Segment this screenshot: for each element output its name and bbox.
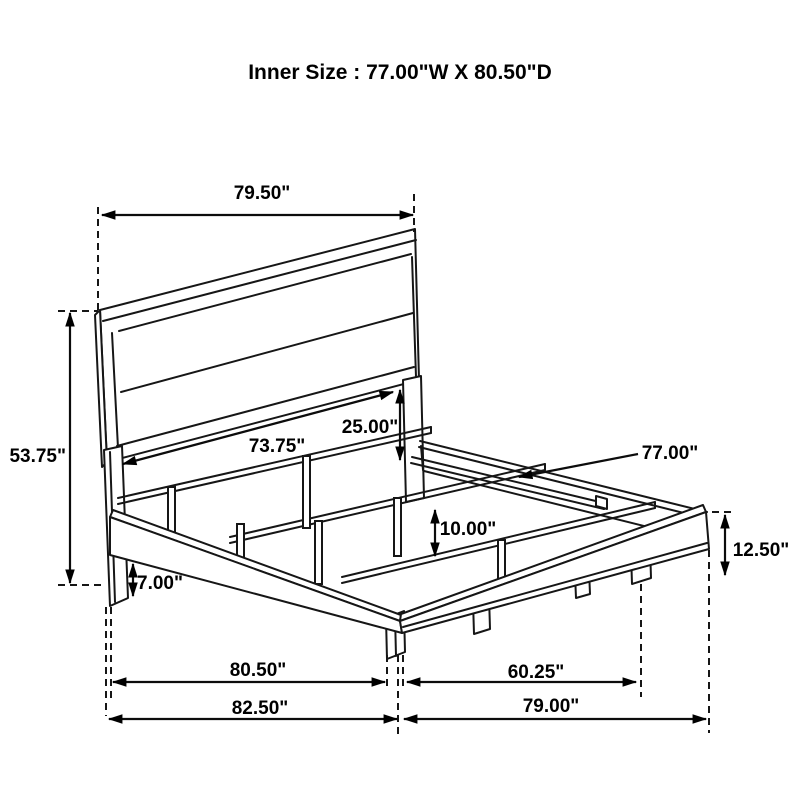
dim-panel-width-label: 73.75" — [248, 436, 306, 457]
dim-lower-height-label: 25.00" — [341, 417, 399, 438]
bed-drawing — [95, 229, 709, 659]
dim-headboard-height-label: 53.75" — [9, 446, 66, 467]
dim-clearance-label: 7.00" — [137, 573, 183, 594]
dim-leg-span-label: 60.25" — [507, 662, 565, 683]
dim-top-width-label: 79.50" — [233, 183, 291, 204]
dim-overall-width-label: 79.00" — [522, 696, 580, 717]
dim-rail-length-label: 80.50" — [229, 660, 287, 681]
dim-overall-length-label: 82.50" — [231, 698, 289, 719]
dim-slat-height-label: 10.00" — [439, 519, 497, 540]
dim-rail-height-label: 12.50" — [732, 540, 790, 561]
center-rail-bracket — [596, 496, 607, 509]
front-side-rail — [110, 510, 402, 633]
page-title: Inner Size : 77.00"W X 80.50"D — [248, 61, 552, 84]
dim-slat-length-label: 77.00" — [641, 443, 699, 464]
